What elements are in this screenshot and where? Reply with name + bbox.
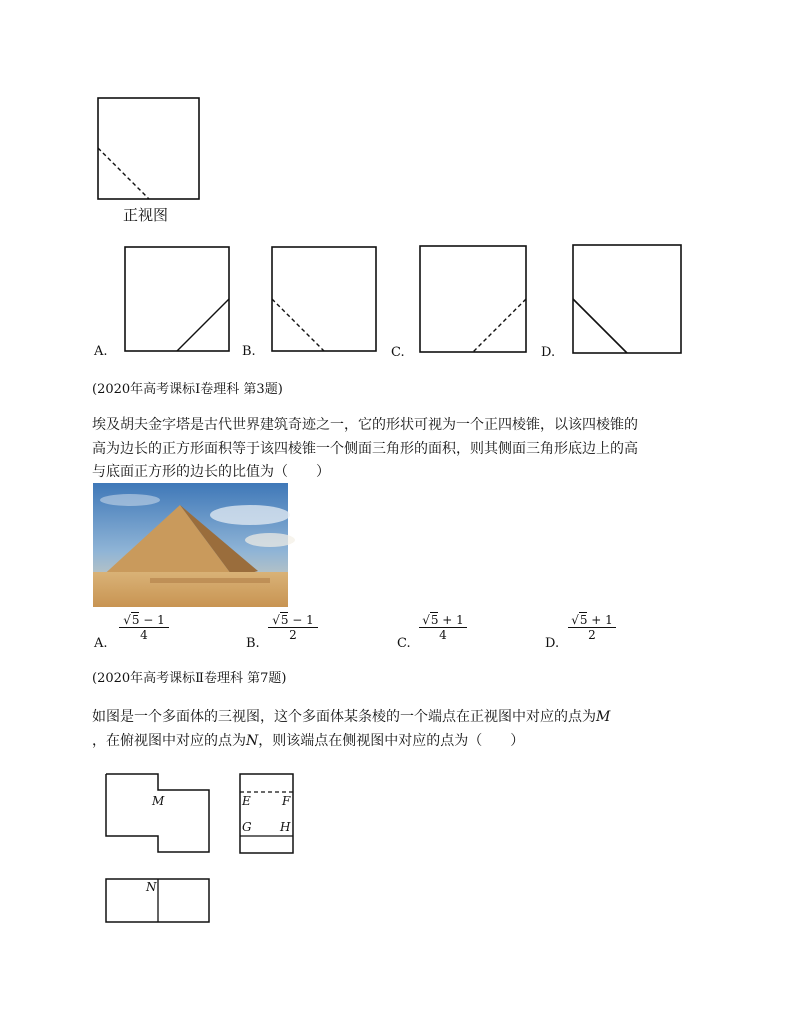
option-b-label: B. [242, 344, 256, 359]
q3-option-a-den: 4 [140, 628, 148, 642]
q3-option-d-radicand: 5 [579, 613, 588, 627]
front-view-label: 正视图 [123, 206, 169, 224]
point-m-label: M [152, 794, 165, 808]
q3-stem-line3: 与底面正方形的边长的比值为（ ） [92, 464, 330, 480]
q3-stem-line2: 高为边长的正方形面积等于该四棱锥一个侧面三角形的面积，则其侧面三角形底边上的高 [92, 441, 638, 457]
point-f-label: F [282, 794, 291, 808]
q7-source: (2020年高考课标Ⅱ卷理科 第7题) [92, 671, 287, 686]
q7-var-n: N [246, 733, 259, 749]
point-n-label: N [146, 880, 157, 894]
option-a-label: A. [94, 344, 108, 359]
q3-option-d-letter: D. [545, 636, 560, 651]
q3-option-a-fraction: $\frac{√5 - 1}{4}$ [119, 613, 169, 642]
q3-stem-line1: 埃及胡夫金字塔是古代世界建筑奇迹之一，它的形状可视为一个正四棱锥，以该四棱锥的 [92, 417, 638, 433]
q3-option-d-fraction: $\frac{√5 + 1}{2}$ [568, 613, 616, 642]
q3-option-c-radicand: 5 [430, 613, 439, 627]
q3-option-c-op: + 1 [438, 613, 464, 627]
q3-option-b-op: − 1 [288, 613, 314, 627]
q3-option-b-letter: B. [246, 636, 260, 651]
q7-stem-line2-text-b: ，则该端点在侧视图中对应的点为（ ） [258, 733, 525, 749]
q3-option-b-fraction: $\frac{√5 - 1}{2}$ [268, 613, 318, 642]
option-c-label: C. [391, 345, 405, 360]
q3-option-a-radicand: 5 [131, 613, 140, 627]
q7-stem-line1-text: 如图是一个多面体的三视图，这个多面体某条棱的一个端点在正视图中对应的点为 [92, 709, 596, 725]
q3-option-d-den: 2 [588, 628, 596, 642]
three-view-figure [0, 0, 1, 1]
point-e-label: E [242, 794, 251, 808]
q3-option-c-letter: C. [397, 636, 411, 651]
q7-stem-line2-text-a: ，在俯视图中对应的点为 [92, 733, 246, 749]
q3-source: (2020年高考课标Ⅰ卷理科 第3题) [92, 382, 283, 397]
q3-option-b-radicand: 5 [280, 613, 289, 627]
q3-option-a-letter: A. [94, 636, 108, 651]
q7-stem-line2 [92, 731, 524, 751]
q3-option-c-den: 4 [439, 628, 447, 642]
q3-option-c-fraction: $\frac{√5 + 1}{4}$ [419, 613, 467, 642]
point-h-label: H [280, 820, 291, 834]
q3-option-a-op: − 1 [139, 613, 165, 627]
q3-option-d-op: + 1 [587, 613, 613, 627]
option-d-label: D. [541, 345, 556, 360]
q7-stem-line1 [92, 707, 610, 727]
q7-var-m: M [596, 709, 611, 725]
point-g-label: G [242, 820, 252, 834]
q3-option-b-den: 2 [289, 628, 297, 642]
